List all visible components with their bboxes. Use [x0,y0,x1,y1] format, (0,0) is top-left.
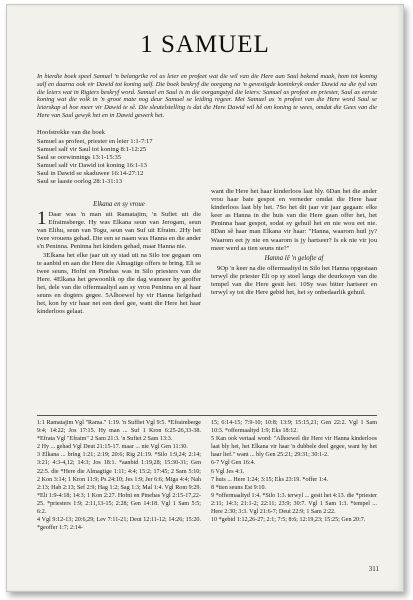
footnote: 15; 6:14-15; 7:9-10; 10:8; 13:9; 15:15,21; Gen 22:2. Vgl 1 Sam 10:3. *offermaaltyd 1:9; Eks 18:12. [211,420,377,435]
section-heading: Hanna lê 'n gelofte af [264,254,324,262]
text-column-left [37,201,201,316]
outline-item: Samuel salf vir Saul tot koning 8:1-12:25 [37,146,147,153]
text-column-right [211,188,377,297]
outline-item: Samuel salf vir Dawid tot koning 16:1-13 [37,162,147,169]
footnote: 3 Elkana ... bring 1:21; 2:19; 20:6; Rig 21:19. *Silo 1:9,24; 2:14; 3:21; 4:3-4,12; 14:3; Jos 18:1. *aanbid 1:19,28; 15:30-31; Gen 22:5. die *Here die Almagtige 1:11; 4:4; 15:2; 17:45; 2 Sam 5:10; 2 Kon 3:14; 1 Kron 11:9; Ps 24:10; Jes 1:9; Jer 6:6; Miga 4:4; Nah 2:13; Hab 2:13; Sef 2:9; Hag 1:2; Sag 1:3; Mal 1:4. Vgl Rom 9:29. *Eli 1:9-4:18; 14:3; 1 Kon 2:27. Hofni en Pinehas Vgl 2:15-17,22-25. *priesters 1:9; 2:11,13-15; 2:28; Gen 14:18. Vgl 1 Sam 5:5; 6:2. [37,452,201,516]
paragraph: 1 Daar was 'n man uit Ramatajim, 'n Sufiet uit die Efraimsberge. Hy was Elkana seun van Jerogam, seun van Elihu, seun van Togu, seun van Suf uit Efraim. 2Hy het twee vrouens gehad. Die een se naam was Hanna en die ander s'n Peninna. Peninna het kinders gehad, maar Hanna nie. [37,208,201,251]
footnote: 8 *tien seuns Est 9:10. [211,484,267,491]
outline-item: Samuel as profeet, priester en leier 1:1-7:17 [37,138,153,145]
book-outline [37,129,227,186]
section-heading: Elkana en sy vroue [93,201,145,208]
footnote: 9 *offermaaltyd 1:4. *Silo 1:3. terwyl ... gesit het 4:13. die *priester 2:11; 14:3; 21:1-2; 22:11; 23:9; 30:7. Vgl 1 Sam 1:3. *tempel ... Here 2:30; 3:3. Vgl 21:6-7; Deut 22:9; 1 Sam 2:22. [211,492,377,516]
footnotes-right [211,419,377,524]
page-number: 311 [368,565,379,573]
book-introduction: In hierdie boek speel Samuel 'n belangrike rol as leier en profeet wat die wil van die Here aan Saul bekend maak, hom tot koning salf en daarna ook vir Dawid tot koning salf. Die boek beskryf die oorgang na 'n gevestigde koninkryk onder Dawid na die tyd van die leiers wat in Rigters beskryf word. Samuel en Saul is in die oorgangstyd die leiers: Samuel as profeet en priester, Saul as eerste koning wat die volk in 'n groot mate nog deur Samuel se leiding regeer. Met Samuel as 'n profeet van die Here word Saul se leierskap al hoe meer vir Dawid te sê. Die sleutelstelling is dat die Here Dawid wil hê om koning te wees, omdat die Gees van die Here van Saul gewyk het en in Dawid gewerk het. [37,73,377,119]
book-title: 1 SAMUEL [140,31,270,58]
footnote: 2 Hy ... gehad Vgl Deut 21:15-17. maar ... nie Vgl Gen 11:30. [37,444,188,451]
footnote: 6 Vgl Jes 4:1. [211,468,245,475]
outline-heading: Hoofstrekke van die boek [37,129,105,136]
outline-item: Saul se oorwinnings 13:1-15:35 [37,154,122,161]
footnote-divider [37,415,377,416]
footnote: 1:1 Ramatajim Vgl "Rama." 1:19. 'n Suffiet Vgl 9:5. *Efraimberge 9:4; 14:22; Jos 17:15. Hy man ... Suf 1 Kron 6:25-26,33-38. *Efrata Vgl "Efraim" 2 Sam 21:3. 'n Sufiet 2 Sam 13:3. [37,420,201,443]
outline-item: Saul in Dawid se skaduwee 16:14-27:12 [37,170,144,177]
chapter-number: 1 [37,208,47,230]
footnotes-left [37,419,201,532]
footnote: 10 *gebid 1:12,26-27; 2:1; 7:5; 8:6; 12:19,23; 15:25; Gen 20:7. [211,517,366,524]
paragraph: want die Here het haar kinderloos laat bly. 6Dan het die ander vrou haar baie gespot en verneder omdat die Here haar kinderloos laat bly het. 7So het dit jaar vir jaar gegaan: elke keer as Hanna in die huis van die Here gaan offer het, het Peninna haar gespot, sodat sy gehuil het en nie wou eet nie. 8Dan sê haar man Elkana vir haar: "Hanna, waarom huil jy? Waarom eet jy nie en waarom is jy hartseer? Is ek nie vir jou meer werd as tien seuns nie?" [211,188,377,252]
bible-page [6,4,404,592]
footnote: 5 Kan ook vertaal word: "Alhoewel die Here vir Hanna kinderloos laat bly het, het Elkana vir haar 'n dubbele deel gegee, want hy het haar lief." want ... bly Gen 25:21; 29:31; 30:1-2. [211,436,377,459]
outline-item: Saul se laaste oorlog 28:1-31:13 [37,178,122,185]
footnote: 4 Vgl 9:12-13; 20:6,29; Lev 7:11-21; Deut 12:11-12; 14:26; 15:20. *geoffer 1:7; 2:14- [37,517,201,532]
footnote: 6-7 Vgl Gen 16:4. [211,460,256,467]
paragraph: 3Elkana het elke jaar uit sy stad uit na Silo toe gegaan om te aanbid en aan die Here die Almagtige offers te bring. Eli se twee seuns, Hofni en Pinehas was in Silo priesters van die Here. 4Elkana het gewoonlik op die dag wanneer hy geoffer het, dele van die offermaaltyd aan sy vrou Peninna en al haar seuns en dogters gegee. 5Alhoewel hy vir Hanna liefgehad het, kon hy vir haar net een deel gee, want die Here het haar kinderloos gelaat. [37,251,201,316]
paragraph: 9Op 'n keer na die offermaaltyd in Silo het Hanna opgestaan terwyl die priester Eli op sy stoel langs die deurkosyn van die tempel van die Here gesit het. 10Sy was bitter hartseer en terwyl sy tot die Here gebid het, het sy onbedaarlik gehuil. [211,264,377,297]
footnote: 7 huis ... Here 1:24; 3:15; Eks 23:19. *offer 1:4. [211,476,329,483]
